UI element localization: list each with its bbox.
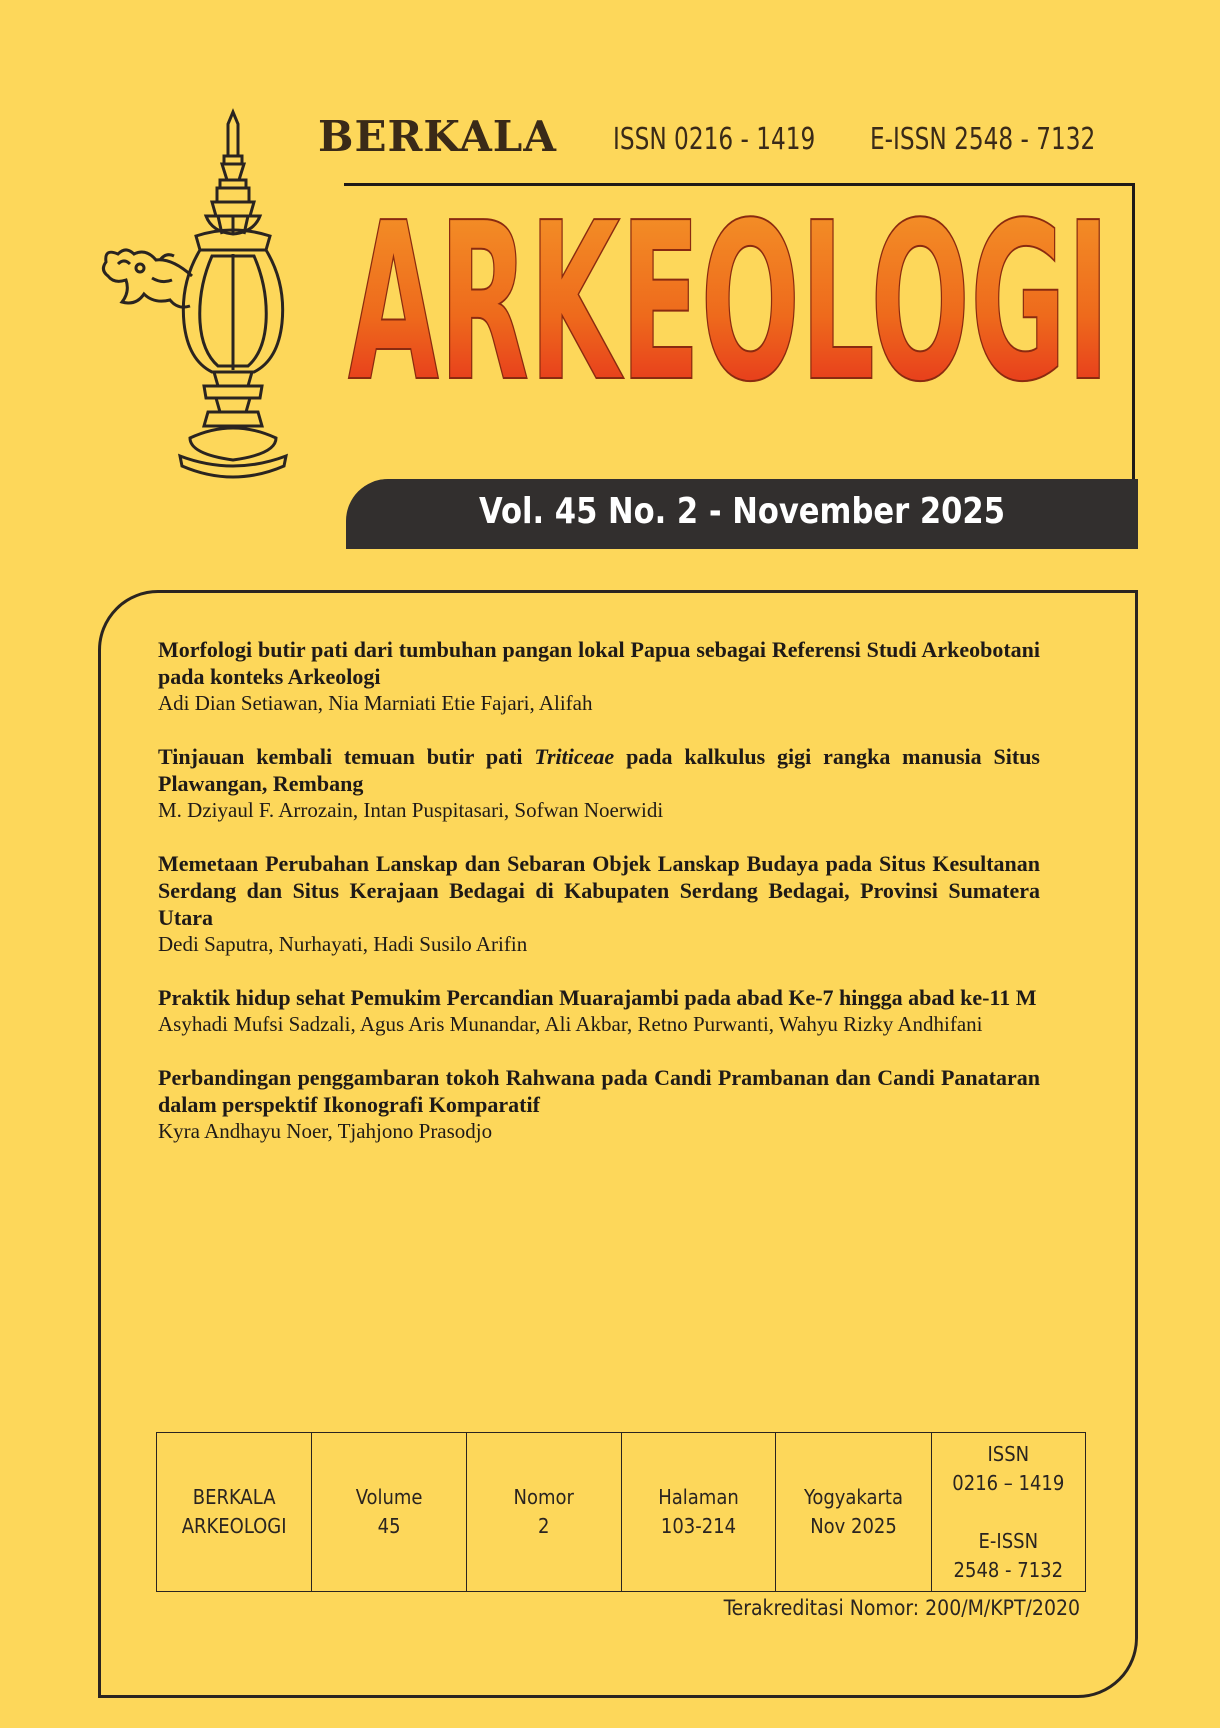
article-authors: Asyhadi Mufsi Sadzali, Agus Aris Munandar, Ali Akbar, Retno Purwanti, Wahyu Rizky Andhifani (158, 1012, 983, 1036)
publication-info-table (156, 1432, 1086, 1592)
masthead-small: BERKALA (318, 112, 557, 161)
cell-volume: Volume 45 (312, 1433, 467, 1592)
cell-number: Nomor 2 (466, 1433, 621, 1592)
article-authors: M. Dziyaul F. Arrozain, Intan Puspitasari, Sofwan Noerwidi (158, 798, 664, 822)
issue-line: Vol. 45 No. 2 - November 2025 (478, 491, 1006, 532)
article-title: Praktik hidup sehat Pemukim Percandian Muarajambi pada abad Ke-7 hingga abad ke-11 M (158, 985, 1037, 1010)
journal-wordmark (344, 200, 1114, 390)
cell-pages: Halaman 103-214 (621, 1433, 776, 1592)
article-item (158, 1064, 1040, 1145)
header-frame-top (344, 183, 1135, 186)
article-title: Tinjauan kembali temuan butir pati Triticeae pada kalkulus gigi rangka manusia Situs Plawangan, Rembang (158, 744, 1040, 796)
cell-issn: ISSN 0216 – 1419 E-ISSN 2548 - 7132 (931, 1433, 1085, 1592)
issn-online: E-ISSN 2548 - 7132 (870, 122, 1096, 157)
issn-print: ISSN 0216 - 1419 (613, 122, 816, 157)
article-title: Memetaan Perubahan Lanskap dan Sebaran Objek Lanskap Budaya pada Situs Kesultanan Serdang dan Situs Kerajaan Bedagai di Kabupaten Serdang Bedagai, Provinsi Sumatera Utara (158, 851, 1040, 930)
cell-journal: BERKALA ARKEOLOGI (157, 1433, 312, 1592)
article-authors: Adi Dian Setiawan, Nia Marniati Etie Fajari, Alifah (158, 691, 593, 715)
article-item (158, 850, 1040, 958)
article-authors: Kyra Andhayu Noer, Tjahjono Prasodjo (158, 1119, 493, 1143)
wordmark-text: ARKEOLOGI (348, 200, 1110, 390)
article-authors: Dedi Saputra, Nurhayati, Hadi Susilo Arifin (158, 932, 528, 956)
article-item (158, 743, 1040, 824)
article-item (158, 636, 1040, 717)
ceremonial-vessel-icon (100, 108, 300, 486)
header-frame-right (1132, 183, 1135, 483)
accreditation-note: Terakreditasi Nomor: 200/M/KPT/2020 (723, 1596, 1080, 1620)
cell-place-date: Yogyakarta Nov 2025 (776, 1433, 931, 1592)
article-list (158, 636, 1040, 1171)
article-item (158, 984, 1040, 1038)
issue-banner (346, 479, 1138, 549)
article-title: Perbandingan penggambaran tokoh Rahwana pada Candi Prambanan dan Candi Panataran dalam perspektif Ikonografi Komparatif (158, 1065, 1040, 1117)
article-title: Morfologi butir pati dari tumbuhan pangan lokal Papua sebagai Referensi Studi Arkeobotani pada konteks Arkeologi (158, 637, 1040, 689)
